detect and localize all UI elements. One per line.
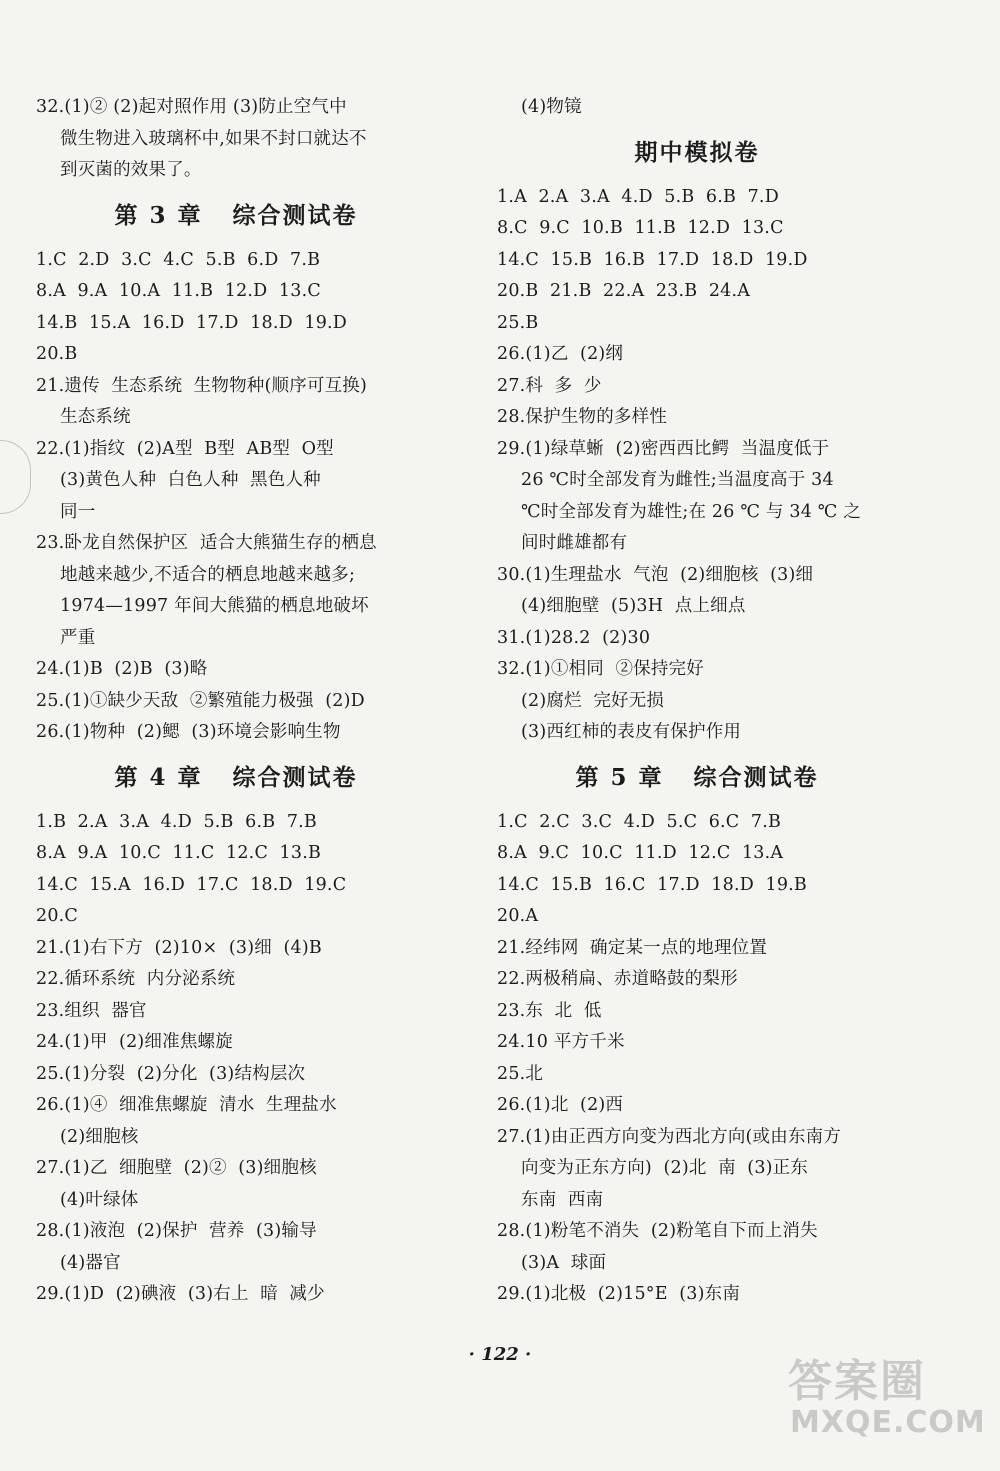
answer-line: 20.B — [36, 344, 78, 364]
answer-line: 32.(1)①相同 ②保持完好 — [497, 659, 704, 679]
answer-line: (3)黄色人种 白色人种 黑色人种 — [60, 470, 321, 490]
answer-line: 26.(1)物种 (2)鳃 (3)环境会影响生物 — [36, 722, 341, 742]
answer-line: 14.C 15.B 16.C 17.D 18.D 19.B — [497, 874, 807, 895]
answer-line: 28.(1)粉笔不消失 (2)粉笔自下而上消失 — [497, 1221, 818, 1241]
answer-line: 26.(1)乙 (2)纲 — [497, 344, 624, 364]
answer-line: 23.东 北 低 — [497, 1000, 602, 1021]
answer-line: 30.(1)生理盐水 气泡 (2)细胞核 (3)细 — [497, 564, 814, 585]
watermark-en: MXQE.COM — [790, 1405, 986, 1440]
answer-line: 1.B 2.A 3.A 4.D 5.B 6.B 7.B — [36, 811, 317, 832]
right-column — [497, 92, 897, 1311]
answer-line: 14.B 15.A 16.D 17.D 18.D 19.D — [36, 312, 348, 333]
answer-line: 25.(1)分裂 (2)分化 (3)结构层次 — [36, 1063, 306, 1084]
margin-stamp — [0, 440, 31, 514]
answer-line: 1.C 2.D 3.C 4.C 5.B 6.D 7.B — [36, 249, 321, 270]
answer-line: (4)细胞壁 (5)3H 点上细点 — [521, 596, 746, 616]
answer-line: ℃时全部发育为雄性;在 26 ℃ 与 34 ℃ 之 — [521, 501, 862, 522]
answer-line: 14.C 15.B 16.B 17.D 18.D 19.D — [497, 249, 808, 270]
answer-line: 26 ℃时全部发育为雌性;当温度高于 34 — [521, 470, 834, 490]
section-heading: 第 3 章 综合测试卷 — [114, 201, 358, 229]
answer-line: 20.B 21.B 22.A 23.B 24.A — [497, 281, 751, 301]
answer-line: 20.C — [36, 906, 79, 926]
answer-line: 1.C 2.C 3.C 4.D 5.C 6.C 7.B — [497, 811, 782, 832]
answer-line: 8.A 9.A 10.A 11.B 12.D 13.C — [36, 281, 321, 301]
section-heading: 第 5 章 综合测试卷 — [575, 763, 819, 791]
watermark-cn: 答案圈 — [788, 1356, 926, 1407]
section-heading: 期中模拟卷 — [634, 138, 760, 166]
answer-line: 严重 — [60, 627, 96, 648]
answer-line: 22.两极稍扁、赤道略鼓的梨形 — [497, 969, 738, 989]
answer-line: 32.(1)② (2)起对照作用 (3)防止空气中 — [36, 97, 347, 117]
answer-line: 27.(1)乙 细胞壁 (2)② (3)细胞核 — [36, 1158, 317, 1178]
answer-line: 1.A 2.A 3.A 4.D 5.B 6.B 7.D — [497, 186, 779, 207]
answer-line: 21.遗传 生态系统 生物物种(顺序可互换) — [36, 375, 368, 396]
answer-line: 21.经纬网 确定某一点的地理位置 — [497, 937, 768, 958]
answer-line: 28.保护生物的多样性 — [497, 407, 668, 427]
answer-line: 间时雌雄都有 — [521, 533, 628, 553]
answer-line: 8.A 9.C 10.C 11.D 12.C 13.A — [497, 843, 784, 863]
answer-line: 8.C 9.C 10.B 11.B 12.D 13.C — [497, 218, 784, 238]
page-number: · 122 · — [468, 1344, 532, 1365]
answer-line: 22.(1)指纹 (2)A型 B型 AB型 O型 — [36, 438, 334, 459]
answer-line: (2)细胞核 — [60, 1126, 139, 1147]
answer-line: 25.B — [497, 312, 539, 333]
answer-line: 29.(1)D (2)碘液 (3)右上 暗 减少 — [36, 1284, 325, 1304]
answer-line: 东南 西南 — [521, 1189, 604, 1210]
answer-line: 27.科 多 少 — [497, 375, 602, 396]
answer-line: 27.(1)由正西方向变为西北方向(或由东南方 — [497, 1126, 842, 1147]
answer-line: (4)叶绿体 — [60, 1189, 139, 1210]
answer-line: (4)器官 — [60, 1252, 121, 1273]
answer-line: 31.(1)28.2 (2)30 — [497, 627, 651, 648]
answer-line: 14.C 15.A 16.D 17.C 18.D 19.C — [36, 874, 347, 895]
answer-line: 24.(1)B (2)B (3)略 — [36, 659, 208, 679]
answer-line: 1974—1997 年间大熊猫的栖息地破坏 — [60, 596, 369, 616]
answer-line: 26.(1)北 (2)西 — [497, 1095, 624, 1115]
answer-line: 8.A 9.A 10.C 11.C 12.C 13.B — [36, 843, 322, 863]
answer-line: 28.(1)液泡 (2)保护 营养 (3)输导 — [36, 1221, 317, 1241]
answer-line: 25.北 — [497, 1063, 544, 1084]
answer-line: 24.(1)甲 (2)细准焦螺旋 — [36, 1032, 233, 1052]
section-heading: 第 4 章 综合测试卷 — [114, 763, 358, 791]
answer-line: 23.组织 器官 — [36, 1000, 147, 1021]
answer-line: (3)西红柿的表皮有保护作用 — [521, 722, 742, 742]
answer-line: 21.(1)右下方 (2)10× (3)细 (4)B — [36, 937, 322, 958]
answer-line: 微生物进入玻璃杯中,如果不封口就达不 — [60, 128, 367, 149]
answer-line: 20.A — [497, 906, 539, 926]
watermark-logo — [788, 1345, 986, 1455]
answer-line: 生态系统 — [60, 407, 131, 427]
answer-line: 29.(1)北极 (2)15°E (3)东南 — [497, 1284, 741, 1304]
answer-line: 23.卧龙自然保护区 适合大熊猫生存的栖息 — [36, 533, 377, 553]
answer-line: 26.(1)④ 细准焦螺旋 清水 生理盐水 — [36, 1095, 337, 1115]
answer-line: 地越来越少,不适合的栖息地越来越多; — [60, 564, 356, 585]
answer-line: (3)A 球面 — [521, 1252, 607, 1273]
answer-line: 24.10 平方千米 — [497, 1032, 625, 1052]
answer-line: 到灭菌的效果了。 — [60, 160, 202, 180]
answer-line: (4)物镜 — [521, 97, 582, 117]
answer-line: 同一 — [60, 501, 96, 522]
answer-line: 25.(1)①缺少天敌 ②繁殖能力极强 (2)D — [36, 690, 365, 711]
left-column — [36, 92, 436, 1311]
answer-line: (2)腐烂 完好无损 — [521, 690, 665, 711]
answer-line: 向变为正东方向) (2)北 南 (3)正东 — [521, 1158, 809, 1178]
answer-line: 29.(1)绿草蜥 (2)密西西比鳄 当温度低于 — [497, 438, 830, 459]
answer-line: 22.循环系统 内分泌系统 — [36, 969, 236, 989]
